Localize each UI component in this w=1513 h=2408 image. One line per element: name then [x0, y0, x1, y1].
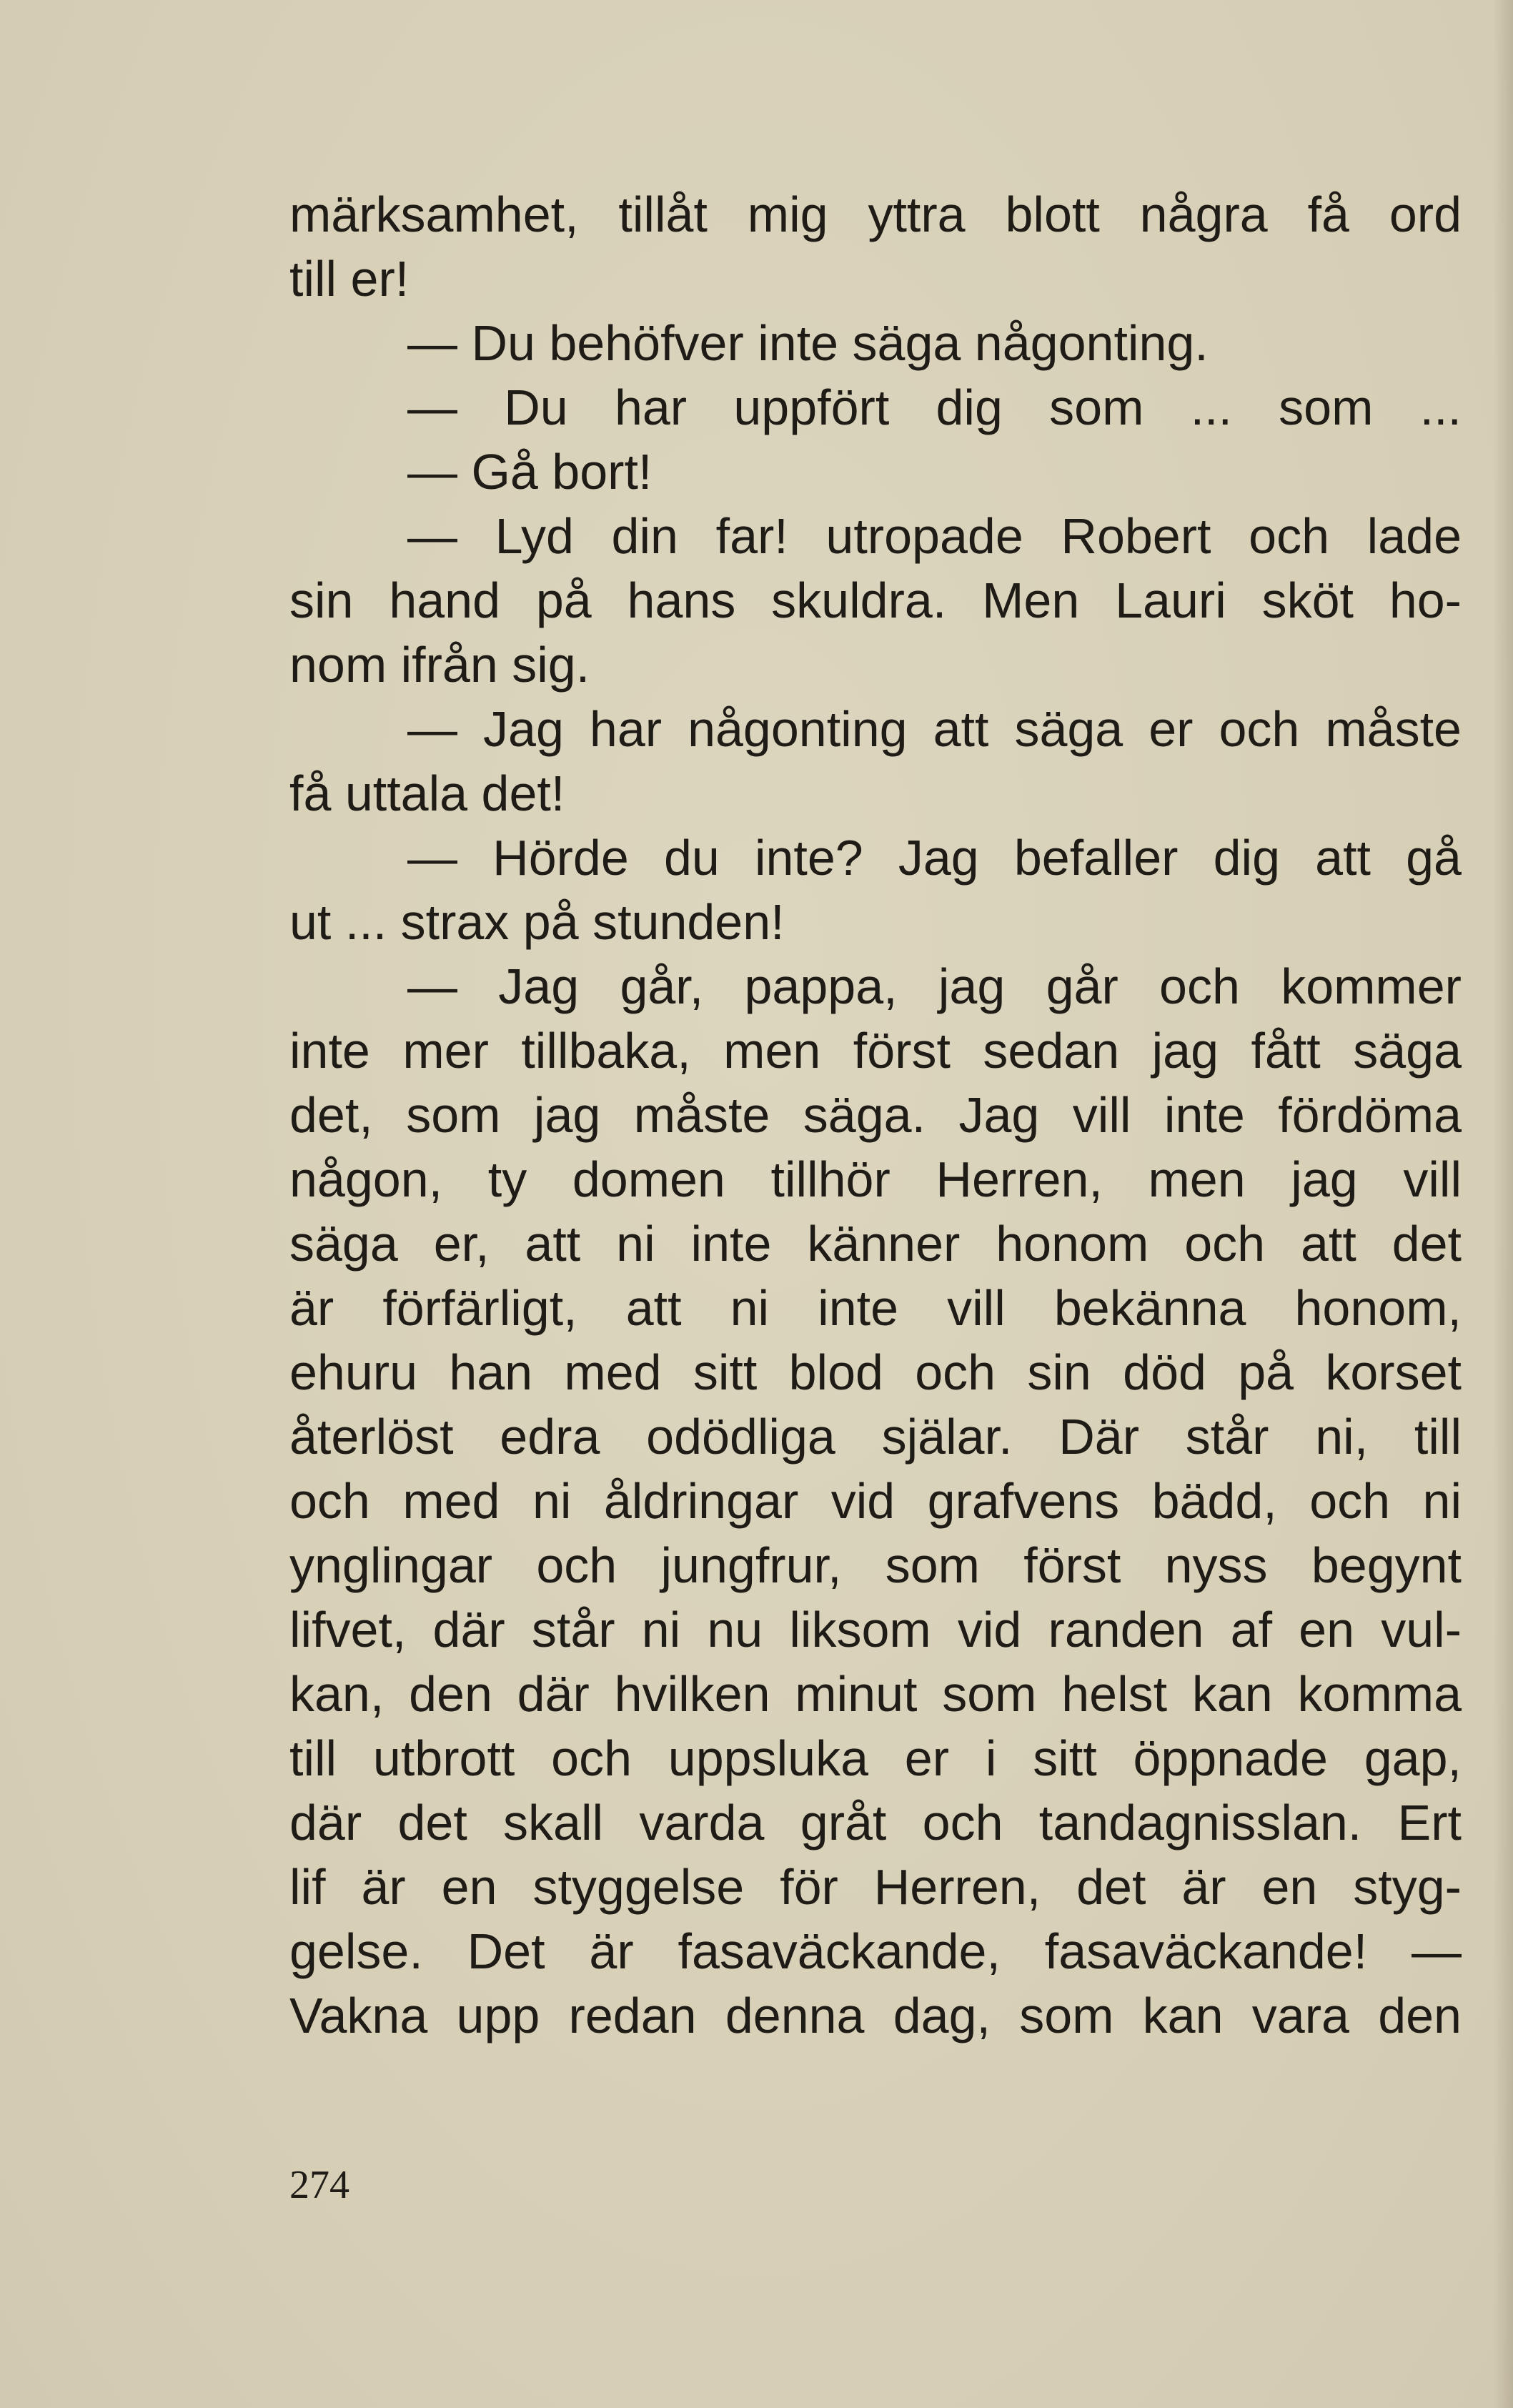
text-line: är förfärligt, att ni inte vill bekänna honom,: [289, 1280, 1462, 1336]
text-line: säga er, att ni inte känner honom och att det: [289, 1216, 1462, 1272]
text-line: — Lyd din far! utropade Robert och lade: [407, 508, 1462, 564]
text-line: till er!: [289, 251, 410, 307]
text-line: få uttala det!: [289, 765, 565, 821]
text-line: gelse. Det är fasaväckande, fasaväckande! —: [289, 1923, 1462, 1979]
text-line: — Jag går, pappa, jag går och kommer: [407, 958, 1462, 1014]
text-line: Vakna upp redan denna dag, som kan vara den: [289, 1988, 1462, 2043]
text-line: där det skall varda gråt och tandagnisslan. Ert: [289, 1795, 1462, 1850]
text-line: lifvet, där står ni nu liksom vid randen af en vul-: [289, 1602, 1462, 1658]
text-line: — Jag har någonting att säga er och måste: [407, 701, 1462, 757]
text-line: någon, ty domen tillhör Herren, men jag vill: [289, 1151, 1462, 1207]
text-line: ynglingar och jungfrur, som först nyss begynt: [289, 1537, 1462, 1593]
text-line: ehuru han med sitt blod och sin död på korset: [289, 1344, 1462, 1400]
page-number: 274: [289, 2163, 349, 2207]
text-line: lif är en styggelse för Herren, det är en styg-: [289, 1859, 1462, 1915]
text-line: sin hand på hans skuldra. Men Lauri sköt ho-: [289, 573, 1462, 628]
text-line: — Du har uppfört dig som ... som ...: [407, 380, 1462, 435]
text-line: till utbrott och uppsluka er i sitt öppnade gap,: [289, 1730, 1462, 1786]
text-line: — Du behöfver inte säga någonting.: [407, 315, 1209, 371]
body-text: [289, 182, 1462, 2048]
text-line: — Hörde du inte? Jag befaller dig att gå: [407, 830, 1462, 886]
text-line: ut ... strax på stunden!: [289, 894, 785, 950]
text-line: märksamhet, tillåt mig yttra blott några få ord: [289, 187, 1462, 242]
text-line: det, som jag måste säga. Jag vill inte fördöma: [289, 1087, 1462, 1143]
page-edge-shadow: [1493, 0, 1513, 2408]
text-line: nom ifrån sig.: [289, 637, 590, 693]
text-line: kan, den där hvilken minut som helst kan komma: [289, 1666, 1462, 1722]
text-line: och med ni åldringar vid grafvens bädd, och ni: [289, 1473, 1462, 1529]
text-line: inte mer tillbaka, men först sedan jag fått säga: [289, 1023, 1462, 1079]
text-line: — Gå bort!: [407, 444, 653, 500]
text-line: återlöst edra odödliga själar. Där står ni, till: [289, 1409, 1462, 1465]
